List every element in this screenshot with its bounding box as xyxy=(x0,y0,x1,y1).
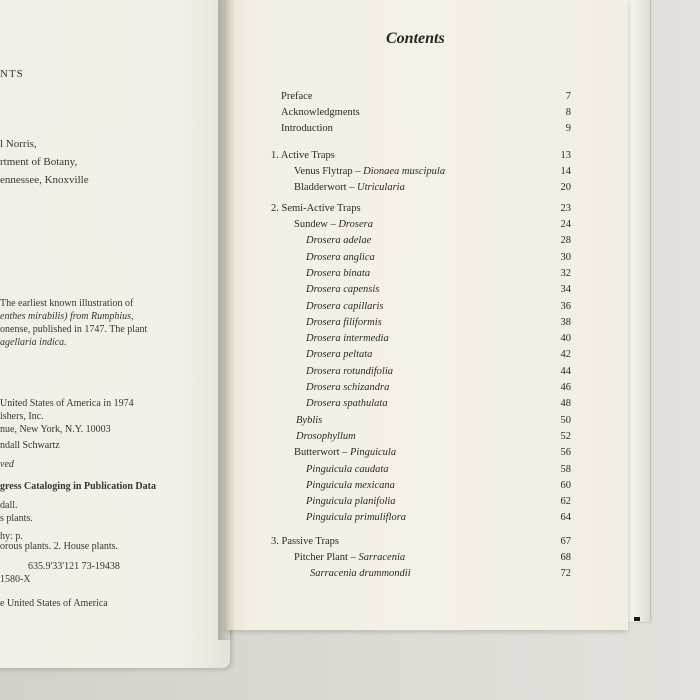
toc-entry xyxy=(294,219,373,230)
toc-entry xyxy=(306,284,379,295)
left-line: The earliest known illustration of xyxy=(0,298,134,309)
section-heading xyxy=(271,203,361,214)
front-matter-item xyxy=(281,91,312,102)
entry-latin-name: Pinguicula planifolia xyxy=(306,496,396,508)
entry-latin-name: Pinguicula mexicana xyxy=(306,479,395,491)
entry-latin-name: Sarracenia xyxy=(358,552,406,563)
page-number: 68 xyxy=(560,552,571,563)
page-number: 24 xyxy=(560,219,571,230)
entry-label: Acknowledgments xyxy=(281,107,360,118)
entry-latin-name: Drosera anglica xyxy=(306,251,375,263)
page-number: 9 xyxy=(565,123,571,134)
page-number: 60 xyxy=(560,479,571,491)
page-number: 46 xyxy=(560,382,571,393)
page-number: 62 xyxy=(560,496,571,508)
page-number: 52 xyxy=(560,430,571,442)
entry-latin-name: Pinguicula caudata xyxy=(306,463,389,475)
entry-label: Pitcher Plant – xyxy=(294,552,359,563)
left-line: ndall Schwartz xyxy=(0,440,60,451)
front-matter-item xyxy=(281,107,360,118)
page-number: 42 xyxy=(560,349,571,361)
entry-latin-name: Drosera peltata xyxy=(306,349,373,361)
entry-latin-name: Drosera adelae xyxy=(306,235,372,247)
cover-mark xyxy=(634,617,640,621)
left-line: United States of America in 1974 xyxy=(0,398,134,409)
page-number: 58 xyxy=(560,463,571,475)
left-line: l Norris, xyxy=(0,138,37,150)
left-line: 635.9'33'121 73-19438 xyxy=(28,561,120,572)
entry-latin-name: Drosera filiformis xyxy=(306,316,382,328)
entry-latin-name: Drosera capensis xyxy=(306,284,380,296)
toc-entry xyxy=(294,447,396,458)
left-line: ennessee, Knoxville xyxy=(0,174,89,186)
toc-entry xyxy=(296,431,356,442)
toc-entry xyxy=(306,512,406,523)
entry-latin-name: Drosera rotundifolia xyxy=(306,365,394,377)
page-number: 64 xyxy=(560,512,571,524)
page-number: 7 xyxy=(565,91,571,102)
toc-entry xyxy=(310,568,411,579)
left-line: onense, published in 1747. The plant xyxy=(0,324,148,335)
toc-entry xyxy=(306,333,389,344)
page-title: Contents xyxy=(386,30,445,47)
entry-label: Preface xyxy=(281,91,313,102)
entry-latin-name: Pinguicula xyxy=(350,447,397,459)
page-number: 67 xyxy=(560,536,571,547)
left-line: agellaria indica. xyxy=(0,337,67,348)
entry-latin-name: Byblis xyxy=(296,414,323,426)
page-number: 40 xyxy=(560,333,571,345)
entry-latin-name: Sarracenia drummondii xyxy=(310,568,411,580)
left-line: orous plants. 2. House plants. xyxy=(0,541,119,552)
page-number: 23 xyxy=(560,203,571,214)
entry-latin-name: Drosera xyxy=(338,219,373,230)
front-matter-item xyxy=(281,123,333,134)
toc-entry xyxy=(306,398,388,409)
page-number: 50 xyxy=(560,414,571,426)
toc-entry xyxy=(306,235,371,246)
toc-entry xyxy=(306,464,389,475)
toc-entry xyxy=(306,317,382,328)
entry-label: 2. Semi-Active Traps xyxy=(271,203,361,214)
toc-entry xyxy=(306,382,389,393)
entry-latin-name: Drosera binata xyxy=(306,267,371,279)
entry-latin-name: Drosera intermedia xyxy=(306,333,389,345)
entry-label: Sundew – xyxy=(294,219,339,230)
left-line: ved xyxy=(0,459,14,470)
toc-entry xyxy=(306,349,372,360)
page-number: 44 xyxy=(560,365,571,377)
page-number: 32 xyxy=(560,267,571,279)
toc-entry xyxy=(306,301,384,312)
toc-entry xyxy=(306,252,375,263)
book-gutter xyxy=(218,0,234,640)
entry-latin-name: Drosera schizandra xyxy=(306,382,390,393)
entry-latin-name: Drosophyllum xyxy=(296,430,356,442)
entry-label: Venus Flytrap – xyxy=(294,166,364,177)
entry-label: 1. Active Traps xyxy=(271,150,335,161)
toc-entry xyxy=(306,268,370,279)
left-page xyxy=(0,0,230,668)
left-line: dall. xyxy=(0,500,18,511)
section-heading xyxy=(271,150,335,161)
left-line: NTS xyxy=(0,68,24,80)
left-line: 1580-X xyxy=(0,574,31,585)
toc-entry xyxy=(294,552,405,563)
page-number: 34 xyxy=(560,284,571,296)
entry-latin-name: Drosera spathulata xyxy=(306,398,388,410)
left-line: e United States of America xyxy=(0,598,108,609)
entry-label: Introduction xyxy=(281,123,333,134)
entry-latin-name: Pinguicula primuliflora xyxy=(306,512,407,524)
page-number: 72 xyxy=(560,568,571,580)
page-number: 28 xyxy=(560,235,571,247)
toc-entry xyxy=(294,166,445,177)
entry-latin-name: Utricularia xyxy=(357,182,405,194)
page-number: 13 xyxy=(560,150,571,161)
entry-label: Butterwort – xyxy=(294,447,350,459)
entry-label: Bladderwort – xyxy=(294,182,357,194)
page-number: 48 xyxy=(560,398,571,410)
page-number: 38 xyxy=(560,316,571,328)
left-line: nue, New York, N.Y. 10003 xyxy=(0,424,111,435)
page-number: 20 xyxy=(560,182,571,194)
left-line: s plants. xyxy=(0,513,33,524)
toc-entry xyxy=(306,366,393,377)
toc-entry xyxy=(306,480,395,491)
left-line: gress Cataloging in Publication Data xyxy=(0,481,156,492)
toc-entry xyxy=(294,182,405,193)
page-number: 8 xyxy=(565,107,571,118)
left-line: hy: p. xyxy=(0,531,23,542)
page-number: 30 xyxy=(560,251,571,263)
entry-label: 3. Passive Traps xyxy=(271,536,339,547)
entry-latin-name: Dionaea muscipula xyxy=(363,166,446,177)
toc-entry xyxy=(296,415,322,426)
section-heading xyxy=(271,536,339,547)
toc-entry xyxy=(306,496,396,507)
page-number: 14 xyxy=(560,166,571,177)
page-number: 56 xyxy=(560,447,571,459)
left-line: enthes mirabilis) from Rumphius, xyxy=(0,311,134,322)
left-line: ishers, Inc. xyxy=(0,411,44,422)
page-number: 36 xyxy=(560,300,571,312)
left-line: rtment of Botany, xyxy=(0,156,78,168)
entry-latin-name: Drosera capillaris xyxy=(306,300,384,312)
